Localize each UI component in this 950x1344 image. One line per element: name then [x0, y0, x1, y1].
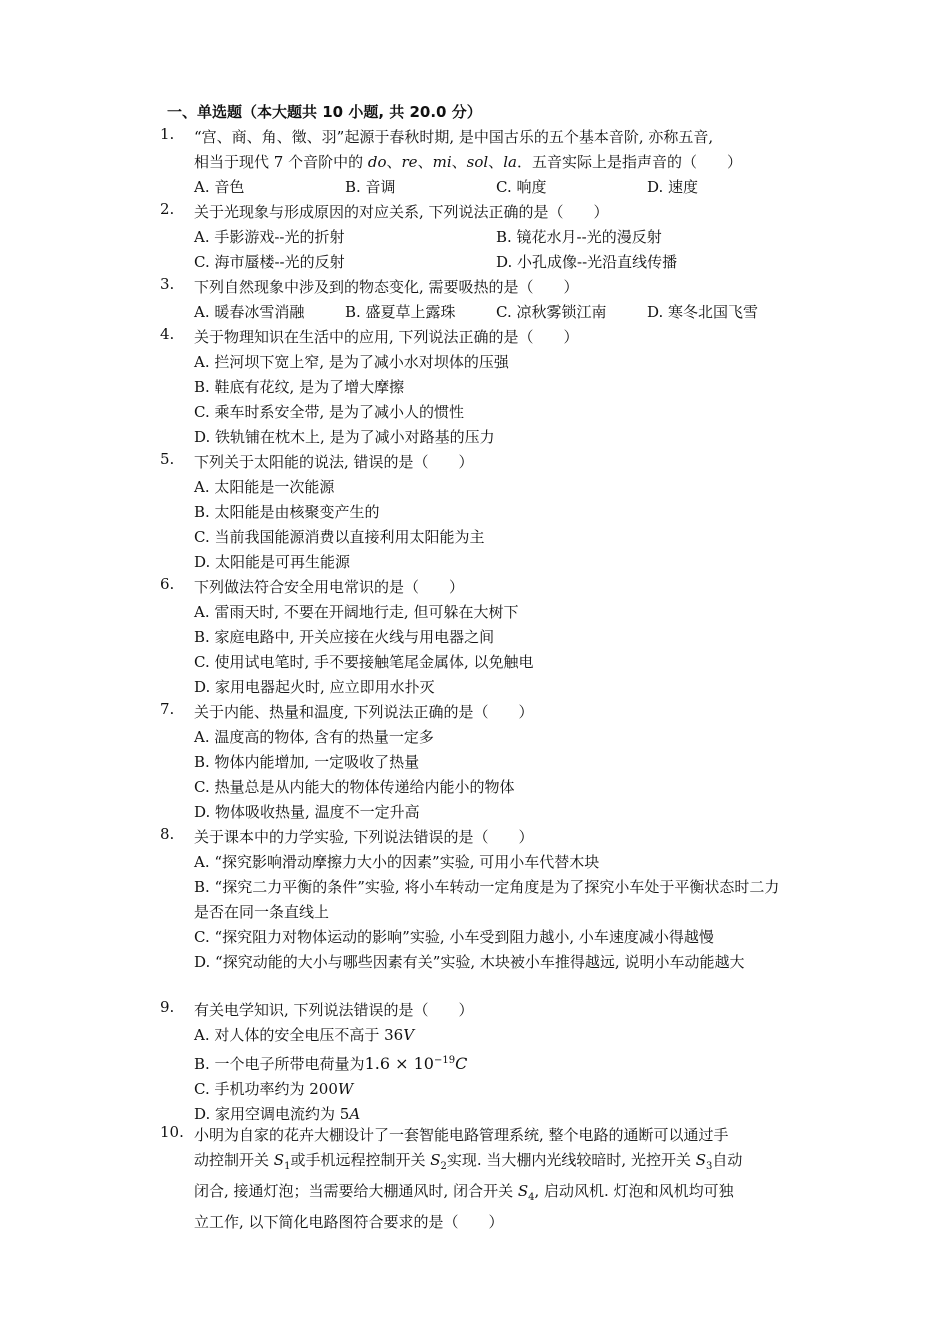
charge-exponent: −19 — [433, 1055, 456, 1066]
option-c[interactable]: C. 凉秋雾锁江南 — [496, 303, 607, 321]
question-text: 有关电学知识, 下列说法错误的是（ ） — [194, 1001, 474, 1019]
option-b[interactable]: B. 鞋底有花纹, 是为了增大摩擦 — [194, 378, 405, 396]
option-b[interactable]: B. 音调 — [345, 178, 396, 196]
option-d[interactable]: D. 寒冬北国飞雪 — [647, 303, 759, 321]
question-text: 关于内能、热量和温度, 下列说法正确的是（ ） — [194, 703, 534, 721]
question-text: 下列自然现象中涉及到的物态变化, 需要吸热的是（ ） — [194, 278, 579, 296]
text-fragment: 自动 — [712, 1151, 743, 1169]
question-text: 下列做法符合安全用电常识的是（ ） — [194, 578, 465, 596]
charge-mantissa: 1.6 × 10 — [364, 1054, 434, 1073]
option-b[interactable]: B. 镜花水月--光的漫反射 — [496, 228, 662, 246]
option-a[interactable]: A. 太阳能是一次能源 — [194, 478, 335, 496]
option-a[interactable]: A. 音色 — [194, 178, 245, 196]
switch-s4: S — [517, 1182, 529, 1200]
unit-symbol: V — [403, 1026, 415, 1044]
question-text-line: 相当于现代 7 个音阶中的 do、re、mi、sol、la．五音实际上是指声音的（ ） — [194, 153, 742, 171]
option-a[interactable] — [194, 1023, 800, 1048]
text-fragment: 闭合, 接通灯泡；当需要给大棚通风时, 闭合开关 — [194, 1182, 518, 1200]
option-d[interactable]: D. 物体吸收热量, 温度不一定升高 — [194, 803, 420, 821]
option-a[interactable]: A. 手影游戏--光的折射 — [194, 228, 345, 246]
option-d[interactable]: D. 铁轨铺在枕木上, 是为了减小对路基的压力 — [194, 428, 495, 446]
text-fragment: ．五音实际上是指声音的（ ） — [516, 153, 742, 171]
unit-symbol: W — [337, 1080, 354, 1098]
question-number: 9. — [160, 998, 175, 1016]
question-number: 4. — [160, 325, 175, 343]
question-text-line: 小明为自家的花卉大棚设计了一套智能电路管理系统, 整个电路的通断可以通过手 — [194, 1126, 729, 1144]
note-mi: mi — [432, 153, 452, 171]
question-text-line — [194, 1179, 800, 1210]
unit-symbol: C — [455, 1054, 468, 1073]
option-b[interactable]: B. 太阳能是由核聚变产生的 — [194, 503, 380, 521]
option-d[interactable]: D. 家用电器起火时, 应立即用水扑灭 — [194, 678, 435, 696]
text-fragment: 相当于现代 7 个音阶中的 — [194, 153, 368, 171]
switch-s3-subscript: 3 — [706, 1161, 713, 1172]
question-number: 3. — [160, 275, 175, 293]
question-text: 关于物理知识在生活中的应用, 下列说法正确的是（ ） — [194, 328, 579, 346]
question-text-line: 立工作, 以下简化电路图符合要求的是（ ） — [194, 1213, 504, 1231]
text-fragment: , 启动风机. 灯泡和风机均可独 — [534, 1182, 734, 1200]
section-title: 一、单选题（本大题共 10 小题, 共 20.0 分） — [167, 103, 482, 121]
option-a[interactable]: A. 拦河坝下宽上窄, 是为了减小水对坝体的压强 — [194, 353, 509, 371]
question-text-line: “宫、商、角、徵、羽”起源于春秋时期, 是中国古乐的五个基本音阶, 亦称五音, — [194, 128, 714, 146]
unit-symbol: A — [349, 1105, 361, 1123]
question-number: 1. — [160, 125, 175, 143]
option-d[interactable]: D. “探究动能的大小与哪些因素有关”实验, 木块被小车推得越远, 说明小车动能越大 — [194, 953, 745, 971]
option-text: C. 手机功率约为 200 — [194, 1080, 338, 1098]
question-5 — [160, 450, 800, 575]
option-c[interactable]: C. 热量总是从内能大的物体传递给内能小的物体 — [194, 778, 515, 796]
switch-s1-subscript: 1 — [284, 1161, 291, 1172]
option-b[interactable]: B. 物体内能增加, 一定吸收了热量 — [194, 753, 420, 771]
option-b[interactable] — [194, 1048, 800, 1077]
switch-s1: S — [273, 1151, 285, 1169]
option-a[interactable]: A. 温度高的物体, 含有的热量一定多 — [194, 728, 434, 746]
option-b[interactable]: B. 家庭电路中, 开关应接在火线与用电器之间 — [194, 628, 495, 646]
question-text: 关于课本中的力学实验, 下列说法错误的是（ ） — [194, 828, 534, 846]
question-1 — [160, 125, 800, 200]
question-number: 10. — [160, 1123, 184, 1141]
option-a[interactable]: A. 暖春冰雪消融 — [194, 303, 305, 321]
text-fragment: 或手机远程控制开关 — [290, 1151, 431, 1169]
switch-s3: S — [695, 1151, 706, 1169]
option-a[interactable]: A. 雷雨天时, 不要在开阔地行走, 但可躲在大树下 — [194, 603, 519, 621]
note-sol: sol — [466, 153, 489, 171]
option-d[interactable]: D. 小孔成像--光沿直线传播 — [496, 253, 678, 271]
text-fragment: 动控制开关 — [194, 1151, 274, 1169]
option-c[interactable]: C. 响度 — [496, 178, 547, 196]
question-6 — [160, 575, 800, 700]
question-number: 2. — [160, 200, 175, 218]
note-la: la — [503, 153, 517, 171]
question-text — [194, 1123, 800, 1235]
question-2 — [160, 200, 800, 275]
option-text: B. 一个电子所带电荷量为 — [194, 1055, 365, 1073]
option-text: D. 家用空调电流约为 5 — [194, 1105, 350, 1123]
question-7 — [160, 700, 800, 825]
option-c[interactable]: C. 海市蜃楼--光的反射 — [194, 253, 345, 271]
option-c[interactable]: C. 使用试电笔时, 手不要接触笔尾金属体, 以免触电 — [194, 653, 534, 671]
option-text: A. 对人体的安全电压不高于 36 — [194, 1026, 404, 1044]
question-10 — [160, 1123, 800, 1235]
option-c[interactable]: C. 当前我国能源消费以直接利用太阳能为主 — [194, 528, 485, 546]
question-text: 关于光现象与形成原因的对应关系, 下列说法正确的是（ ） — [194, 203, 609, 221]
option-c[interactable]: C. 乘车时系安全带, 是为了减小人的惯性 — [194, 403, 465, 421]
question-number: 6. — [160, 575, 175, 593]
question-number: 7. — [160, 700, 175, 718]
option-b[interactable]: B. 盛夏草上露珠 — [345, 303, 456, 321]
question-number: 5. — [160, 450, 175, 468]
question-text — [194, 125, 800, 175]
switch-s2: S — [430, 1151, 441, 1169]
question-8 — [160, 825, 800, 975]
note-re: re — [401, 153, 418, 171]
switch-s4-subscript: 4 — [528, 1192, 535, 1203]
option-d[interactable]: D. 速度 — [647, 178, 699, 196]
option-a[interactable]: A. “探究影响滑动摩擦力大小的因素”实验, 可用小车代替木块 — [194, 853, 600, 871]
option-d[interactable]: D. 太阳能是可再生能源 — [194, 553, 351, 571]
option-b[interactable]: B. “探究二力平衡的条件”实验, 将小车转动一定角度是为了探究小车处于平衡状态时二力是否在同一条直线上 — [194, 878, 780, 921]
question-text: 下列关于太阳能的说法, 错误的是（ ） — [194, 453, 474, 471]
note-do: do — [367, 153, 387, 171]
option-c[interactable] — [194, 1077, 800, 1102]
question-3 — [160, 275, 800, 325]
option-c[interactable]: C. “探究阻力对物体运动的影响”实验, 小车受到阻力越小, 小车速度减小得越慢 — [194, 928, 714, 946]
question-text-line — [194, 1148, 800, 1179]
question-9 — [160, 998, 800, 1127]
question-number: 8. — [160, 825, 175, 843]
question-4 — [160, 325, 800, 450]
switch-s2-subscript: 2 — [440, 1161, 447, 1172]
text-fragment: 实现. 当大棚内光线较暗时, 光控开关 — [446, 1151, 696, 1169]
